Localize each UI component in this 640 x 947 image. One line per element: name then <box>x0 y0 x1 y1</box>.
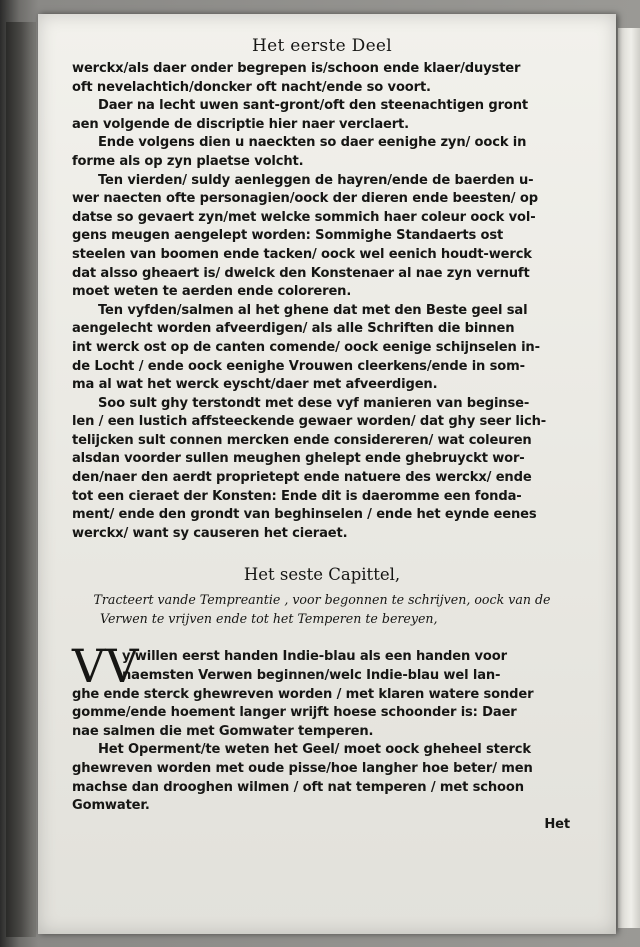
text-line: ghewreven worden met oude pisse/hoe langher hoe beter/ men <box>72 761 533 776</box>
text-line: Het Operment/te weten het Geel/ moet oock gheheel sterck <box>98 742 531 758</box>
text-line: gens meugen aengelept worden: Sommighe Standaerts ost <box>72 228 504 244</box>
text-line: ghe ende sterck ghewreven worden / met klaren watere sonder <box>72 686 534 702</box>
text-line: Ten vyfden/salmen al het ghene dat met den Beste geel sal <box>98 302 528 318</box>
paragraph-block-2 <box>72 639 572 815</box>
running-header: Het eerste Deel <box>251 36 393 56</box>
chapter-subtitle-line: Verwen te vrijven ende tot het Temperen te bereyen, <box>100 611 438 627</box>
text-line: Soo sult ghy terstondt met dese vyf manieren van beginse- <box>98 395 530 411</box>
text-line: gomme/ende hoement langer wrijft hoese schoonder is: Daer <box>72 705 517 721</box>
text-line: Daer na lecht uwen sant-gront/oft den steenachtigen gront <box>98 98 529 114</box>
text-line: alsdan voorder sullen meughen ghelept ende ghebruyckt wor- <box>72 451 525 467</box>
text-line: dat alsso gheaert is/ dwelck den Konstenaer al nae zyn vernuft <box>72 265 530 281</box>
text-line: ma al wat het werck eyscht/daer met afveerdigen. <box>72 377 438 393</box>
page-text <box>72 36 572 834</box>
paragraph-block-1 <box>72 60 572 543</box>
text-line: werckx/als daer onder begrepen is/schoon ende klaer/duyster <box>72 61 521 76</box>
drop-cap: VV <box>72 639 139 694</box>
text-line: y willen eerst handen Indie-blau als een handen voor <box>122 649 507 665</box>
text-line: Ten vierden/ suldy aenleggen de hayren/ende de baerden u- <box>98 172 534 188</box>
text-line: tot een cieraet der Konsten: Ende dit is daeromme een fonda- <box>72 488 522 504</box>
text-line: aen volgende de discriptie hier naer verclaert. <box>72 116 409 132</box>
text-line: de Locht / ende oock eenighe Vrouwen cleerkens/ende in som- <box>72 358 525 374</box>
page-fore-edge <box>618 28 640 928</box>
text-line: oft nevelachtich/doncker oft nacht/ende so voort. <box>72 79 431 95</box>
chapter-subtitle-line: Tracteert vande Tempreantie , voor begonnen te schrijven, oock van de <box>93 592 551 608</box>
text-line: steelen van boomen ende tacken/ oock wel eenich houdt-werck <box>72 246 532 262</box>
text-line: naemsten Verwen beginnen/welc Indie-blau wel lan- <box>122 668 501 684</box>
text-line: int werck ost op de canten comende/ oock eenige schijnselen in- <box>72 339 540 355</box>
text-line: len / een lustich affsteeckende gewaer worden/ dat ghy seer lich- <box>72 414 547 430</box>
text-line: aengelecht worden afveerdigen/ als alle Schriften die binnen <box>72 321 515 337</box>
text-line: telijcken sult connen mercken ende considereren/ wat coleuren <box>72 432 532 448</box>
text-line: Ende volgens dien u naeckten so daer eenighe zyn/ oock in <box>98 135 527 151</box>
text-line: nae salmen die met Gomwater temperen. <box>72 723 374 739</box>
chapter-title: Het seste Capittel, <box>243 565 401 585</box>
text-line: machse dan drooghen wilmen / oft nat temperen / met schoon <box>72 779 524 795</box>
catchword: Het <box>544 816 570 832</box>
book-spine-edge <box>6 22 36 937</box>
text-line: moet weten te aerden ende coloreren. <box>72 284 352 300</box>
text-line: ment/ ende den grondt van beghinselen / ende het eynde eenes <box>72 507 537 523</box>
text-line: datse so gevaert zyn/met welcke sommich haer colеur oock vol- <box>72 209 536 225</box>
text-line: Gomwater. <box>72 798 150 814</box>
text-line: forme als op zyn plaetse volcht. <box>72 153 304 169</box>
text-line: wer naecten ofte personagien/oock der dieren ende beesten/ op <box>72 191 538 207</box>
text-line: werckx/ want sy causeren het cieraet. <box>72 525 348 541</box>
text-line: den/naer den aerdt proprietept ende natuere des werckx/ ende <box>72 470 532 486</box>
